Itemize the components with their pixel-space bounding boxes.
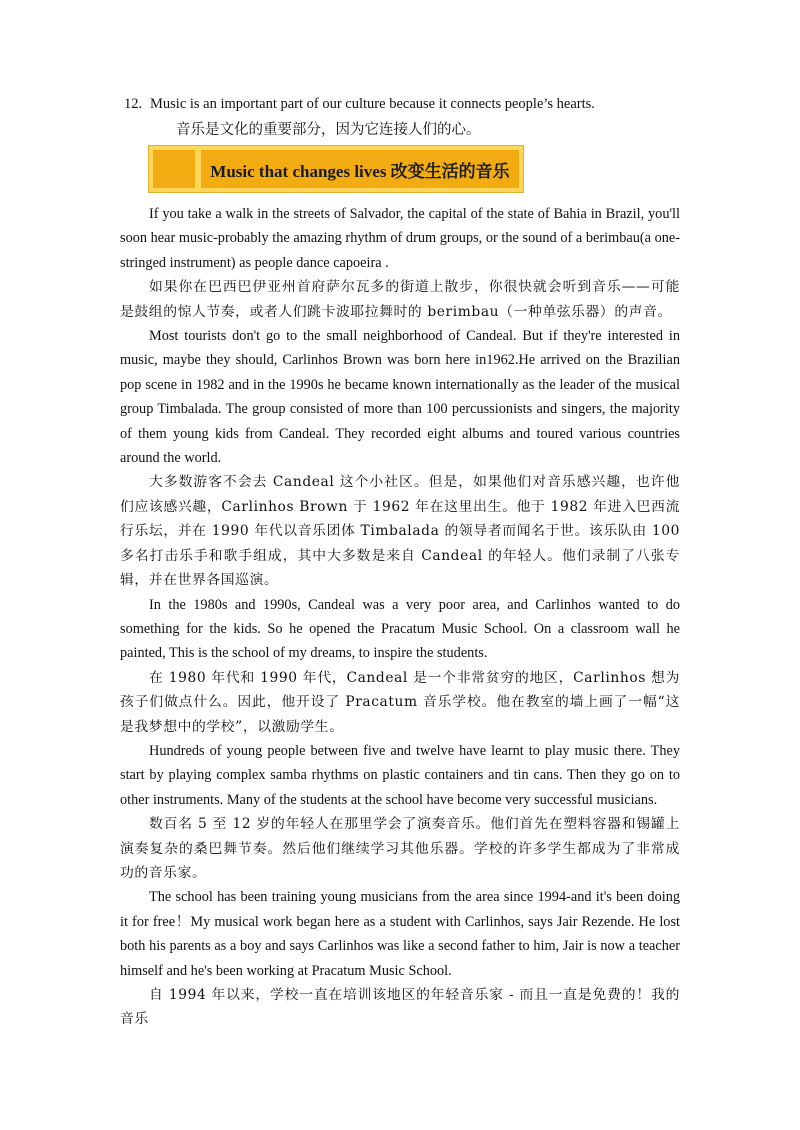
section-banner (148, 145, 524, 193)
paragraph-en: Most tourists don't go to the small neighborhood of Candeal. But if they're interested in music, maybe they should, Carlinhos Brown was born here in1962.He arrived on the Brazilian pop scene in 1982 and in the 1990s he became known internationally as the leader of the musical group Timbalada. The group consisted of more than 100 percussionists and singers, the majority of them young kids from Candeal. They recorded eight albums and toured various countries around the world. (120, 328, 680, 467)
paragraph-cn: 自 1994 年以来，学校一直在培训该地区的年轻音乐家 - 而且一直是免费的！我的音乐 (120, 987, 680, 1028)
item-translation: 音乐是文化的重要部分，因为它连接人们的心。 (176, 122, 481, 138)
article-body (120, 202, 680, 1032)
paragraph-en: Hundreds of young people between five and twelve have learnt to play music there. They start by playing complex samba rhythms on plastic containers and tin cans. Then they go on to other instruments. Many of the students at the school have become very successful musicians. (120, 742, 680, 808)
paragraph-cn: 大多数游客不会去 Candeal 这个小社区。但是，如果他们对音乐感兴趣，也许他们应该感兴趣，Carlinhos Brown 于 1962 年在这里出生。他于 1982 年进入巴西流行乐坛，并在 1990 年代以音乐团体 Timbalada 的领导者而闻名于世。该乐队由 100 多名打击乐手和歌手组成，其中大多数是来自 Candeal 的年轻人。他们录制了八张专辑，并在世界各国巡演。 (120, 474, 680, 589)
banner-tab (153, 150, 195, 188)
paragraph-en: If you take a walk in the streets of Salvador, the capital of the state of Bahia in Brazil, you'll soon hear music-probably the amazing rhythm of drum groups, or the sound of a berimbau(a one-stringed instrument) as people dance capoeira . (120, 206, 680, 271)
question-item (124, 94, 595, 114)
item-text: Music is an important part of our culture because it connects people’s hearts. (150, 96, 595, 112)
item-number: 12. (124, 96, 143, 112)
banner-inner (201, 150, 519, 188)
paragraph-en: In the 1980s and 1990s, Candeal was a very poor area, and Carlinhos wanted to do something for the kids. So he opened the Pracatum Music School. On a classroom wall he painted, This is the school of my dreams, to inspire the students. (120, 596, 680, 662)
paragraph-cn: 数百名 5 至 12 岁的年轻人在那里学会了演奏音乐。他们首先在塑料容器和锡罐上演奏复杂的桑巴舞节奏。然后他们继续学习其他乐器。学校的许多学生都成为了非常成功的音乐家。 (120, 816, 680, 881)
paragraph-en: The school has been training young musicians from the area since 1994-and it's been doing it for free！My musical work began here as a student with Carlinhos, says Jair Rezende. He lost both his parents as a boy and says Carlinhos was like a second father to him, Jair is now a teacher himself and he's been working at Pracatum Music School. (120, 889, 680, 979)
banner-title: Music that changes lives 改变生活的音乐 (210, 161, 510, 181)
paragraph-cn: 在 1980 年代和 1990 年代，Candeal 是一个非常贫穷的地区，Carlinhos 想为孩子们做点什么。因此，他开设了 Pracatum 音乐学校。他在教室的墙上画了一幅“这是我梦想中的学校”，以激励学生。 (120, 669, 680, 735)
paragraph-cn: 如果你在巴西巴伊亚州首府萨尔瓦多的街道上散步，你很快就会听到音乐——可能是鼓组的惊人节奏，或者人们跳卡波耶拉舞时的 berimbau（一种单弦乐器）的声音。 (120, 279, 680, 320)
